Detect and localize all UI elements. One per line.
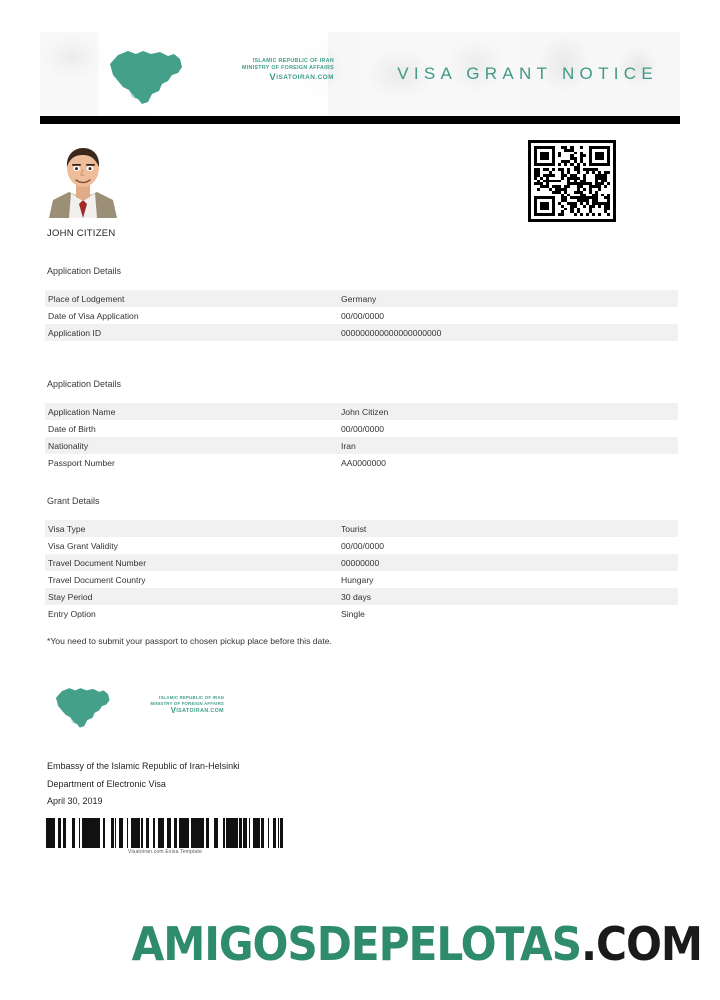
table-row — [45, 454, 678, 471]
table-row — [45, 520, 678, 537]
logo-line-1: ISLAMIC REPUBLIC OF IRAN — [252, 58, 334, 64]
iran-map-icon — [50, 678, 114, 734]
row-label: Visa Grant Validity — [48, 540, 118, 551]
row-value: 00/00/0000 — [341, 540, 385, 551]
row-value: Tourist — [341, 523, 367, 534]
table-grant-details — [45, 520, 678, 622]
table-row — [45, 588, 678, 605]
footer-logo-domain-rest: ISATOIRAN.COM — [176, 707, 224, 714]
row-label: Date of Birth — [48, 423, 96, 434]
row-label: Date of Visa Application — [48, 310, 139, 321]
row-value: Hungary — [341, 574, 374, 585]
footer-logo-line-2: MINISTRY OF FOREIGN AFFAIRS — [150, 700, 224, 706]
watermark-brand: AMIGOSDEPELOTAS — [131, 917, 582, 971]
row-label: Place of Lodgement — [48, 293, 125, 304]
iran-map-icon — [102, 42, 188, 108]
ministry-logo — [102, 42, 334, 108]
site-watermark — [131, 917, 702, 971]
table-row — [45, 290, 678, 307]
table-row — [45, 571, 678, 588]
qr-code-modules — [534, 146, 610, 216]
row-label: Travel Document Number — [48, 557, 147, 568]
row-value: Germany — [341, 293, 377, 304]
section-title-grant-details: Grant Details — [47, 496, 100, 506]
row-value: AA0000000 — [341, 457, 386, 468]
row-label: Passport Number — [48, 457, 115, 468]
footer-department-line: Department of Electronic Visa — [47, 778, 166, 789]
header-banner — [40, 32, 680, 116]
footer-logo-v-initial: V — [170, 705, 177, 715]
qr-code — [528, 140, 616, 222]
table-row — [45, 437, 678, 454]
footer-logo-line-1: ISLAMIC REPUBLIC OF IRAN — [159, 695, 224, 700]
row-value: 000000000000000000000 — [341, 327, 442, 338]
footer-date-line: April 30, 2019 — [47, 796, 103, 806]
row-value: Iran — [341, 440, 356, 451]
document-title: VISA GRANT NOTICE — [397, 64, 658, 83]
logo-line-2: MINISTRY OF FOREIGN AFFAIRS — [241, 65, 334, 72]
row-label: Entry Option — [48, 608, 96, 619]
logo-line-3 — [184, 71, 334, 83]
table-row — [45, 403, 678, 420]
footer-logo-line-3 — [114, 705, 224, 715]
row-label: Travel Document Country — [48, 574, 146, 585]
row-value: Single — [341, 608, 365, 619]
applicant-name: JOHN CITIZEN — [47, 228, 116, 239]
table-row — [45, 605, 678, 622]
table-row — [45, 307, 678, 324]
section-title-application-details-2: Application Details — [47, 379, 122, 389]
footer-ministry-logo — [50, 678, 225, 734]
table-row — [45, 554, 678, 571]
row-value: 00/00/0000 — [341, 423, 385, 434]
footer-address-block — [47, 758, 240, 811]
table-row — [45, 420, 678, 437]
barcode — [46, 818, 284, 848]
row-label: Application ID — [48, 327, 102, 338]
row-label: Stay Period — [48, 591, 93, 602]
ministry-logo-text — [184, 58, 334, 82]
table-application-details-2 — [45, 403, 678, 471]
barcode-caption: Visatoiran.com Evisa Template — [128, 849, 202, 855]
row-value: John Citizen — [341, 406, 389, 417]
row-label: Nationality — [48, 440, 89, 451]
table-row — [45, 537, 678, 554]
footer-embassy-line: Embassy of the Islamic Republic of Iran-Helsinki — [47, 761, 240, 771]
table-application-details-1 — [45, 290, 678, 341]
passport-submission-note: *You need to submit your passport to chosen pickup place before this date. — [47, 636, 332, 646]
footer-logo-text — [114, 695, 224, 715]
barcode-bars — [46, 818, 284, 848]
watermark-tld: .COM — [581, 917, 702, 971]
row-label: Visa Type — [48, 523, 86, 534]
row-label: Application Name — [48, 406, 116, 417]
row-value: 00/00/0000 — [341, 310, 385, 321]
row-value: 30 days — [341, 591, 372, 602]
table-row — [45, 324, 678, 341]
logo-v-initial: V — [269, 71, 277, 83]
row-value: 00000000 — [341, 557, 380, 568]
header-black-rule — [40, 116, 680, 124]
logo-domain-rest: ISATOIRAN.COM — [276, 73, 334, 81]
applicant-photo — [45, 140, 121, 218]
section-title-application-details-1: Application Details — [47, 266, 122, 276]
